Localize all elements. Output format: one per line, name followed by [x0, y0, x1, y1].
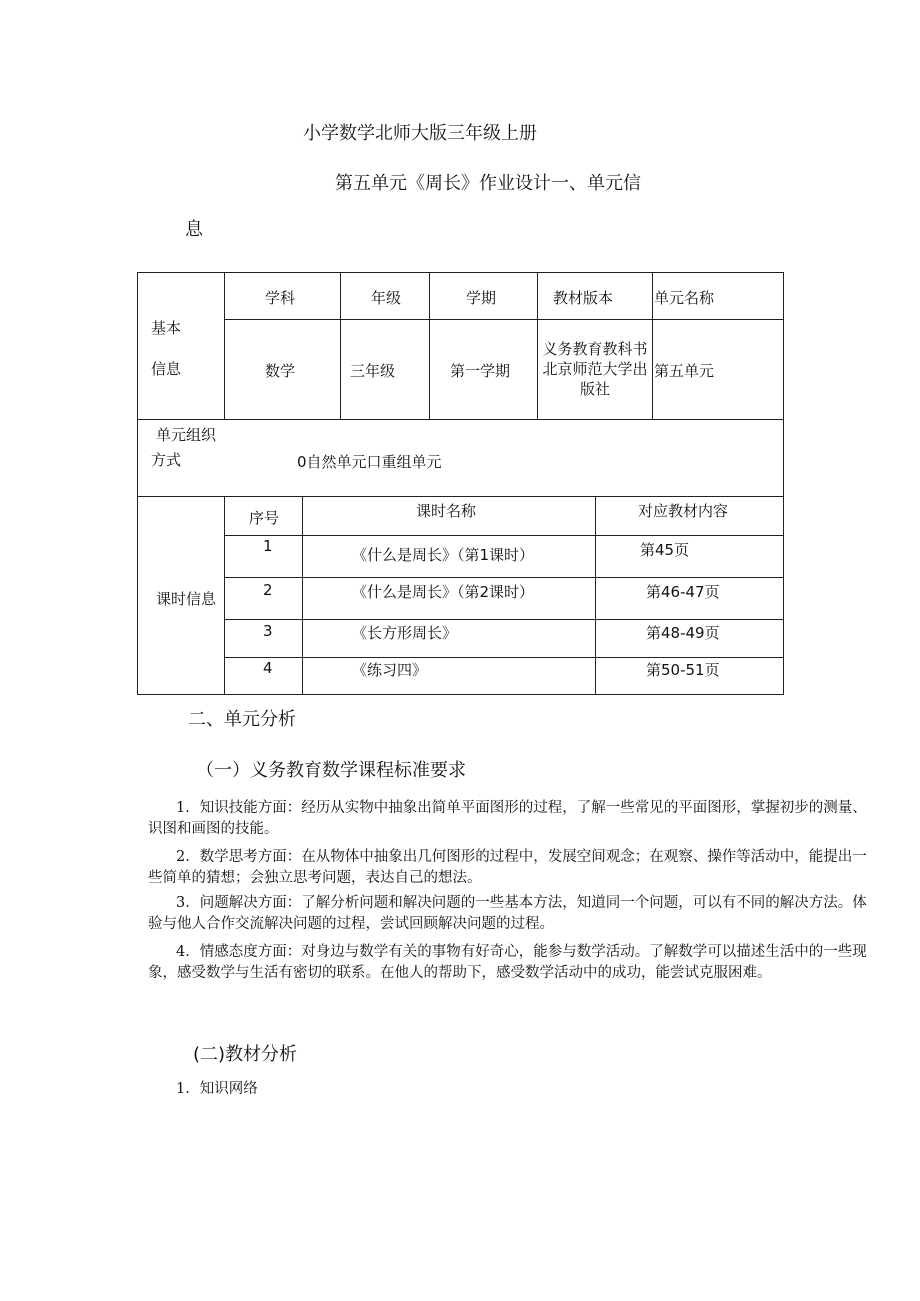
lesson-name: 《长方形周长》 [352, 624, 458, 642]
org-label-1: 单元组织 [156, 426, 217, 444]
lesson-name: 《练习四》 [352, 661, 428, 679]
value-subject: 数学 [265, 362, 296, 380]
lesson-no: 3 [263, 622, 273, 640]
lesson-no: 1 [263, 537, 273, 555]
value-unit-name: 第五单元 [654, 362, 715, 380]
lesson-pages: 第50-51页 [646, 661, 720, 679]
org-value: 0自然单元口重组单元 [297, 453, 442, 471]
header-grade: 年级 [371, 289, 402, 307]
table-rule [224, 535, 784, 536]
table-rule [340, 272, 341, 419]
lesson-header-no: 序号 [249, 509, 280, 527]
section-heading: 二、单元分析 [188, 709, 296, 730]
header-term: 学期 [466, 289, 497, 307]
table-rule [224, 496, 225, 695]
lesson-name: 《什么是周长》（第1课时） [352, 546, 535, 564]
subsection-heading: (二)教材分析 [193, 1044, 298, 1065]
table-rule [137, 419, 784, 420]
value-grade: 三年级 [350, 362, 396, 380]
lesson-header-name: 课时名称 [416, 502, 477, 520]
doc-title-line2: 第五单元《周长》作业设计一、单元信 [335, 173, 641, 194]
basic-info-label-2: 信息 [151, 360, 182, 378]
table-rule [224, 657, 784, 658]
table-rule [224, 319, 784, 320]
list-item: 1．知识网络 [176, 1081, 258, 1097]
subsection-heading: （一）义务教育数学课程标准要求 [196, 760, 466, 781]
lesson-pages: 第45页 [640, 541, 690, 559]
table-rule [224, 619, 784, 620]
lesson-no: 4 [263, 659, 273, 677]
lesson-pages: 第48-49页 [646, 624, 720, 642]
table-rule [302, 496, 303, 695]
lesson-header-pages: 对应教材内容 [638, 502, 729, 520]
doc-title-line1: 小学数学北师大版三年级上册 [303, 123, 537, 144]
table-rule [224, 272, 225, 419]
lesson-no: 2 [263, 581, 273, 599]
table-rule [537, 272, 538, 419]
lesson-info-label: 课时信息 [156, 590, 217, 608]
paragraph: 2．数学思考方面：在从物体中抽象出几何图形的过程中，发展空间观念；在观察、操作等活动中，能提出一些简单的猜想；会独立思考问题，表达自己的想法。 [148, 849, 867, 886]
org-label-2: 方式 [151, 451, 182, 469]
doc-title-line3: 息 [185, 219, 203, 240]
table-rule [652, 272, 653, 419]
paragraph: 4．情感态度方面：对身边与数学有关的事物有好奇心，能参与数学活动。了解数学可以描述生活中的一些现象，感受数学与生活有密切的联系。在他人的帮助下，感受数学活动中的成功，能尝试克服困难。 [148, 944, 867, 981]
table-rule [429, 272, 430, 419]
lesson-pages: 第46-47页 [646, 583, 720, 601]
paragraph: 1．知识技能方面：经历从实物中抽象出简单平面图形的过程，了解一些常见的平面图形，掌握初步的测量、识图和画图的技能。 [148, 800, 867, 837]
value-edition: 义务教育教科书北京师范大学出版社 [542, 340, 648, 398]
table-rule [137, 496, 784, 497]
header-edition: 教材版本 [553, 289, 614, 307]
table-rule [595, 496, 596, 695]
table-rule [224, 577, 784, 578]
paragraph: 3．问题解决方面：了解分析问题和解决问题的一些基本方法，知道同一个问题，可以有不同的解决方法。体验与他人合作交流解决问题的过程，尝试回顾解决问题的过程。 [148, 895, 867, 932]
basic-info-label-1: 基本 [151, 319, 182, 337]
value-term: 第一学期 [450, 362, 511, 380]
header-subject: 学科 [265, 289, 296, 307]
lesson-name: 《什么是周长》（第2课时） [352, 583, 535, 601]
header-unit-name: 单元名称 [654, 289, 715, 307]
